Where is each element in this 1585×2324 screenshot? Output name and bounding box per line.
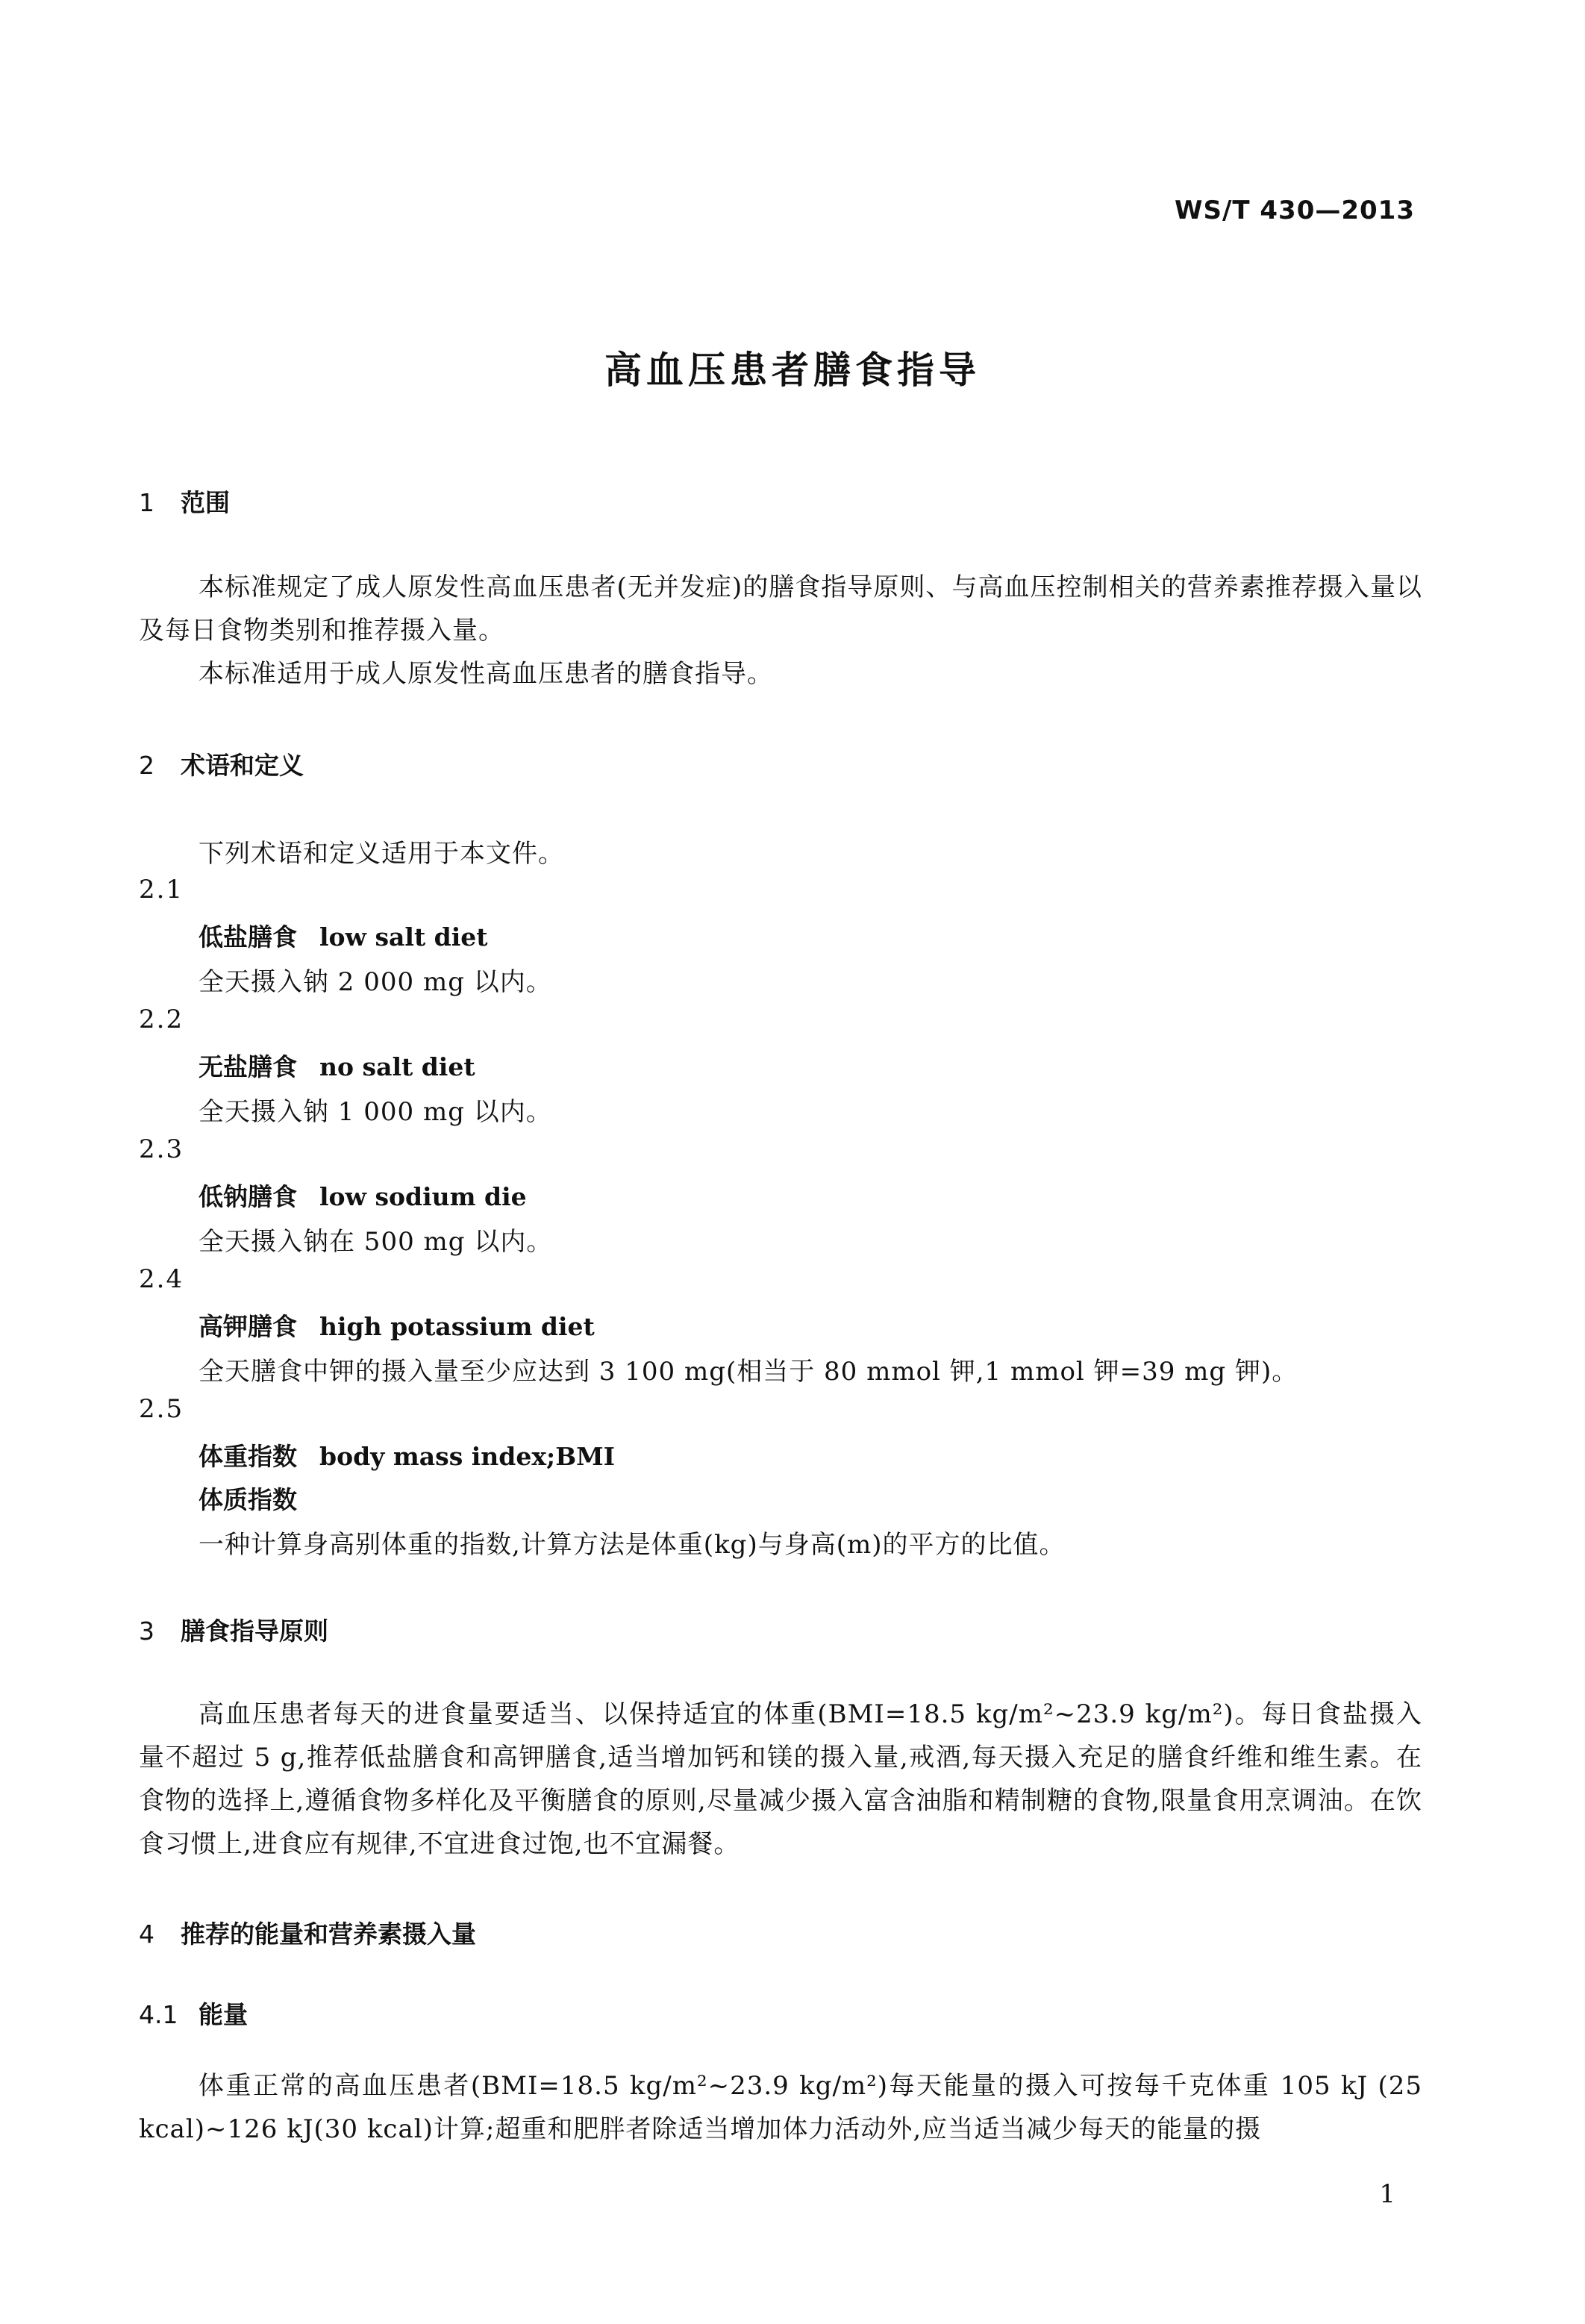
term-english: high potassium diet (319, 1312, 595, 1341)
section-3-heading (139, 1612, 328, 1647)
term-definition: 全天膳食中钾的摄入量至少应达到 3 100 mg(相当于 80 mmol 钾,1 mmol 钾=39 mg 钾)。 (198, 1357, 1298, 1387)
document-title: 高血压患者膳食指导 (604, 349, 981, 392)
page-number: 1 (1379, 2179, 1395, 2209)
term-chinese: 体重指数 (198, 1442, 297, 1471)
section-2-heading (139, 746, 304, 781)
term-english: low salt diet (319, 922, 488, 952)
section-number: 3 (139, 1617, 154, 1646)
term-definition: 一种计算身高别体重的指数,计算方法是体重(kg)与身高(m)的平方的比值。 (198, 1530, 1066, 1560)
term-chinese: 高钾膳食 (198, 1312, 297, 1341)
term-alternative-heading (198, 1481, 297, 1516)
term-number: 2.5 (139, 1394, 184, 1424)
term-number: 2.2 (139, 1005, 184, 1034)
term-definition: 全天摄入钠在 500 mg 以内。 (198, 1227, 553, 1257)
term-chinese: 低钠膳食 (198, 1182, 297, 1211)
term-number: 2.3 (139, 1134, 184, 1164)
term-heading (198, 1048, 475, 1083)
term-heading (198, 1308, 595, 1343)
term-number: 2.1 (139, 875, 184, 905)
term-definition: 全天摄入钠 2 000 mg 以内。 (198, 967, 552, 997)
section-1-heading (139, 484, 230, 519)
term-heading (198, 1437, 615, 1472)
section-number: 2 (139, 751, 154, 780)
section-1-paragraph-1: 本标准规定了成人原发性高血压患者(无并发症)的膳食指导原则、与高血压控制相关的营养素推荐摄入量以及每日食物类别和推荐摄入量。 (139, 572, 1422, 646)
term-english: no salt diet (319, 1052, 475, 1081)
section-title: 膳食指导原则 (181, 1617, 328, 1646)
term-heading (198, 918, 488, 953)
section-1-paragraph-2: 本标准适用于成人原发性高血压患者的膳食指导。 (198, 659, 773, 689)
section-number: 1 (139, 488, 154, 517)
section-title: 术语和定义 (181, 751, 304, 780)
term-definition: 全天摄入钠 1 000 mg 以内。 (198, 1097, 552, 1127)
term-english: body mass index;BMI (319, 1442, 616, 1471)
section-4-heading (139, 1915, 476, 1950)
standard-code: WS/T 430—2013 (1174, 196, 1415, 225)
term-heading (198, 1178, 527, 1213)
section-number: 4.1 (139, 2000, 178, 2029)
section-title: 能量 (198, 2000, 248, 2029)
term-english: low sodium die (319, 1182, 527, 1211)
section-title: 范围 (181, 488, 230, 517)
section-number: 4 (139, 1920, 154, 1949)
term-chinese: 无盐膳食 (198, 1052, 297, 1081)
section-3-paragraph: 高血压患者每天的进食量要适当、以保持适宜的体重(BMI=18.5 kg/m²~23.9 kg/m²)。每日食盐摄入量不超过 5 g,推荐低盐膳食和高钾膳食,适当增加钙和镁的摄入量,戒酒,每天摄入充足的膳食纤维和维生素。在食物的选择上,遵循食物多样化及平衡膳食的原则,尽量减少摄入富含油脂和精制糖的食物,限量食用烹调油。在饮食习惯上,进食应有规律,不宜进食过饱,也不宜漏餐。 (139, 1699, 1422, 1859)
section-title: 推荐的能量和营养素摄入量 (181, 1920, 476, 1949)
section-4-1-paragraph: 体重正常的高血压患者(BMI=18.5 kg/m²~23.9 kg/m²)每天能量的摄入可按每千克体重 105 kJ (25 kcal)~126 kJ(30 kcal)计算;超重和肥胖者除适当增加体力活动外,应当适当减少每天的能量的摄 (139, 2071, 1422, 2144)
term-chinese-alt: 体质指数 (198, 1485, 297, 1514)
section-4-1-heading (139, 1996, 248, 2031)
term-number: 2.4 (139, 1264, 184, 1294)
term-chinese: 低盐膳食 (198, 922, 297, 952)
section-2-intro: 下列术语和定义适用于本文件。 (198, 839, 564, 869)
